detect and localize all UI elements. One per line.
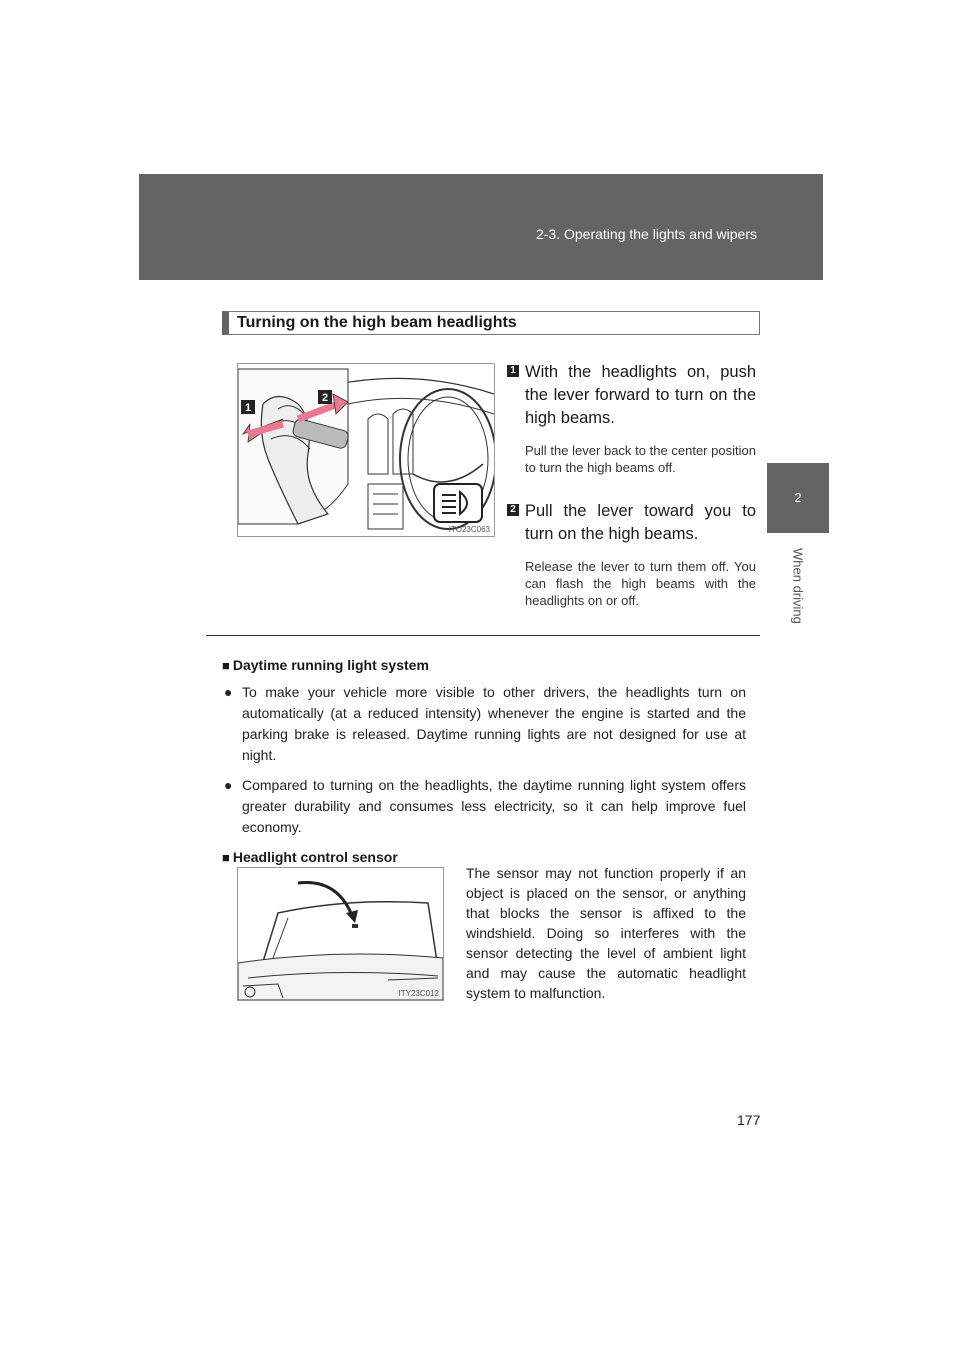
step-text: With the headlights on, push the lever forward to turn on the high beams. xyxy=(525,363,756,427)
step-2 xyxy=(508,500,756,609)
note-item: ● To make your vehicle more visible to other drivers, the headlights turn on automatically (at a reduced intensity) whenever the engine is started and the parking brake is released. Daytime running lights are not designed for use at night. xyxy=(224,684,746,763)
windshield-illustration xyxy=(238,868,443,1000)
step-number: 2 xyxy=(507,504,519,516)
square-bullet-icon: ■ xyxy=(222,850,230,865)
chapter-label: When driving xyxy=(790,548,806,624)
bullet-icon: ● xyxy=(224,684,233,700)
figure-label-2: 2 xyxy=(321,392,329,404)
sensor-description: The sensor may not function properly if an object is placed on the sensor, or anything that blocks the sensor is affixed to the windshield. Doing so interferes with the sensor detecting the level of ambient light and may cause the automatic headlight system to malfunction. xyxy=(466,865,746,1001)
header-band xyxy=(139,174,823,280)
square-bullet-icon: ■ xyxy=(222,658,230,673)
sensor-heading: ■ Headlight control sensor xyxy=(222,849,398,865)
bullet-icon: ● xyxy=(224,777,233,793)
high-beam-icon xyxy=(434,484,482,522)
step-text: Pull the lever toward you to turn on the high beams. xyxy=(525,502,756,543)
section-heading: Turning on the high beam headlights xyxy=(222,311,760,335)
figure-label-1: 1 xyxy=(244,402,252,414)
page-number: 177 xyxy=(737,1112,761,1128)
notes xyxy=(222,655,746,874)
drl-heading: ■ Daytime running light system xyxy=(222,657,429,673)
step-number: 1 xyxy=(507,365,519,377)
step-1 xyxy=(508,361,756,476)
lever-illustration xyxy=(238,364,494,536)
figure-code: ITY23C012 xyxy=(398,989,439,998)
figure-code: ITO23C063 xyxy=(448,525,490,534)
sensor-figure xyxy=(237,867,444,1001)
section-divider xyxy=(206,635,760,636)
high-beam-lever-figure xyxy=(237,363,495,537)
step-subtext: Release the lever to turn them off. You can flash the high beams with the headlights on or off. xyxy=(525,559,756,608)
chapter-tab: 2 xyxy=(767,463,829,533)
section-title: 2-3. Operating the lights and wipers xyxy=(535,226,757,242)
step-subtext: Pull the lever back to the center position to turn the high beams off. xyxy=(525,443,756,475)
note-item: ● Compared to turning on the headlights, the daytime running light system offers greater durability and consumes less electricity, so it can help improve fuel economy. xyxy=(224,777,746,835)
